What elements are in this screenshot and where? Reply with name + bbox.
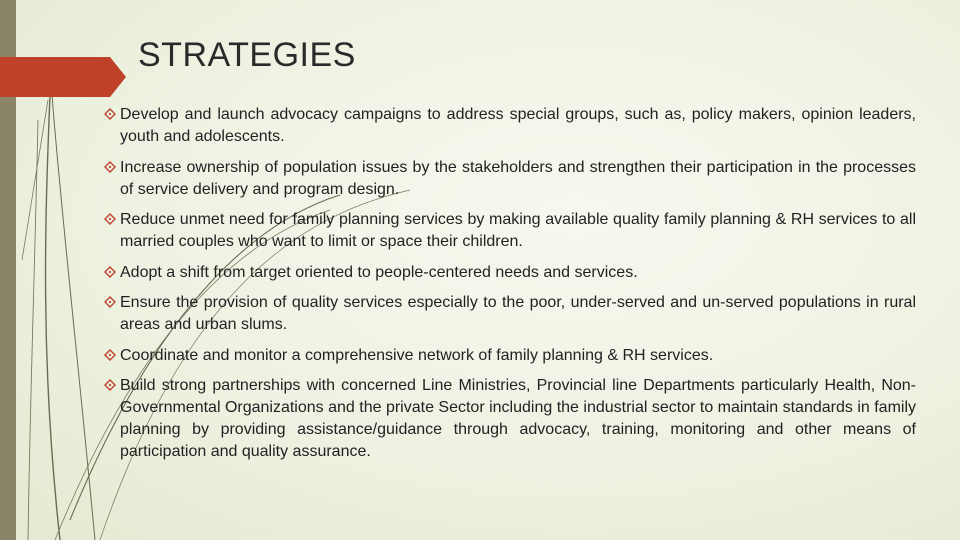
bullet-text: Develop and launch advocacy campaigns to address special groups, such as, policy makers, opinion leaders, youth and adolescents. xyxy=(120,106,916,145)
diamond-outline-icon xyxy=(104,379,116,391)
diamond-outline-icon xyxy=(104,161,116,173)
bullet-text: Adopt a shift from target oriented to people-centered needs and services. xyxy=(120,263,638,281)
bullet-item xyxy=(104,104,916,148)
bullet-item xyxy=(104,292,916,336)
diamond-outline-icon xyxy=(104,296,116,308)
slide-title: STRATEGIES xyxy=(138,36,356,74)
bullet-list xyxy=(104,104,916,472)
bullet-text: Build strong partnerships with concerned Line Ministries, Provincial line Departments particularly Health, Non-Governmental Organizations and the private Sector including the industrial sector to maintain standards in family planning by providing assistance/guidance through advocacy, training, monitoring and other means of participation and quality assurance. xyxy=(120,377,916,460)
diamond-outline-icon xyxy=(104,213,116,225)
bullet-item xyxy=(104,209,916,253)
bullet-item xyxy=(104,375,916,463)
bullet-item xyxy=(104,157,916,201)
bullet-text: Ensure the provision of quality services especially to the poor, under-served and un-served populations in rural areas and urban slums. xyxy=(120,294,916,333)
bullet-item xyxy=(104,345,916,367)
diamond-outline-icon xyxy=(104,266,116,278)
diamond-outline-icon xyxy=(104,108,116,120)
bullet-item xyxy=(104,262,916,284)
left-border-strip xyxy=(0,0,16,540)
diamond-outline-icon xyxy=(104,349,116,361)
bullet-text: Reduce unmet need for family planning services by making available quality family planning & RH services to all married couples who want to limit or space their children. xyxy=(120,211,916,250)
bullet-text: Coordinate and monitor a comprehensive network of family planning & RH services. xyxy=(120,346,714,364)
bullet-text: Increase ownership of population issues by the stakeholders and strengthen their participation in the processes of service delivery and program design. xyxy=(120,158,916,198)
